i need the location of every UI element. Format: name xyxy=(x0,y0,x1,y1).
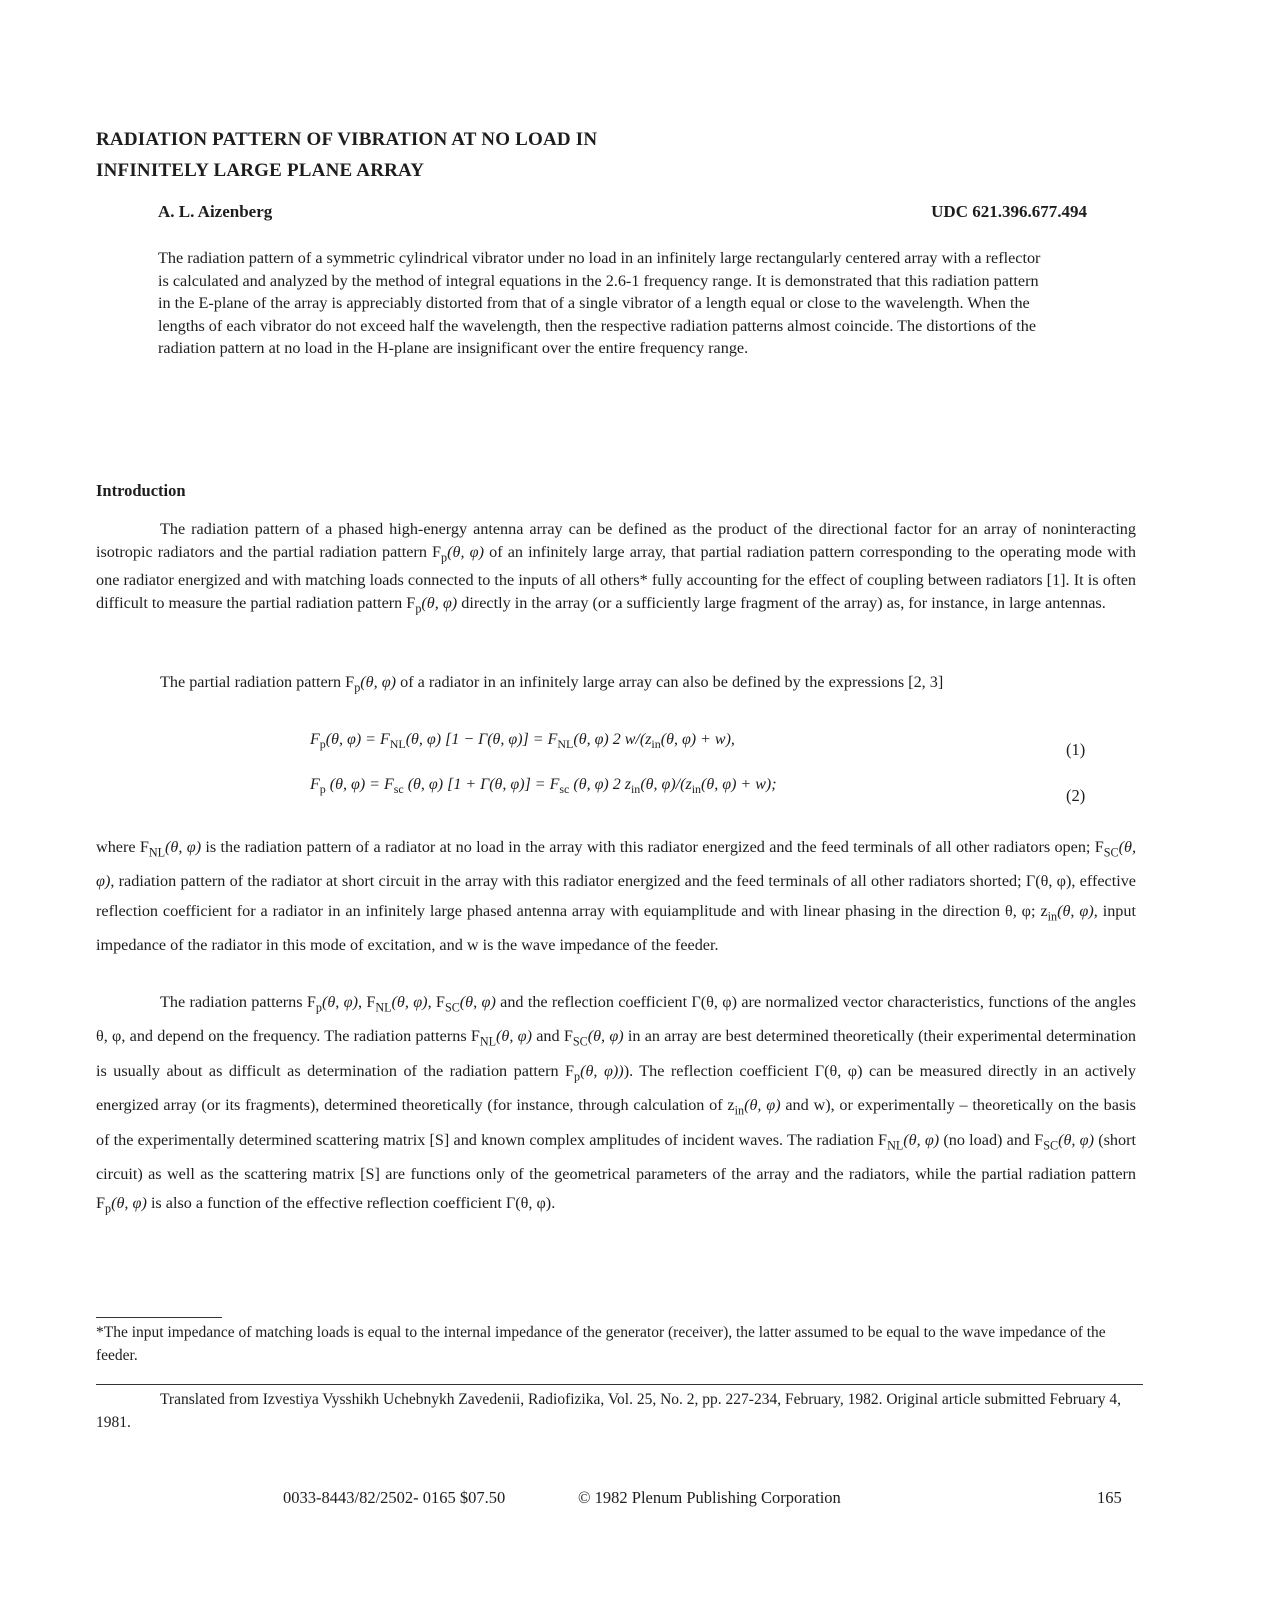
paragraph-1: The radiation pattern of a phased high-energy antenna array can be defined as the product of the directional factor for an array of noninteracting isotropic radiators and the partial radiation pattern $F_p(\theta$, φ) of an infinitely large array, that partial radiation pattern corresponding to the operating mode with one radiator energized and with matching loads connected to the inputs of all others* fully accounting for the effect of coupling between radiators [1]. It is often difficult to measure the partial radiation pattern $F_p(\theta$, φ) directly in the array (or a sufficiently large fragment of the array) as, for instance, in large antennas. xyxy=(96,520,1136,616)
equation-1: $F_p(\theta$, $\varphi) = F_{NL}(\theta$, φ) [1 − Γ(θ, $\varphi)] = F_{NL}(\theta$, φ) 2 $w/(z_{in}(\theta$, φ) + w), xyxy=(310,731,735,752)
paragraph-4: The radiation patterns $F_p(\theta$, φ), $F_{NL}(\theta$, φ), $F_{SC}(\theta$, φ) and the reflection coefficient Γ(θ, φ) are normalized vector characteristics, functions of the angles θ, φ, and depend on the frequency. The radiation patterns $F_{NL}(\theta$, φ) and $F_{SC}(\theta$, φ) in an array are best determined theoretically (their experimental determination is usually about as difficult as determination of the radiation pattern $F_p(\theta$, φ))). The reflection coefficient Γ(θ, φ) can be measured directly in an actively energized array (or its fragments), determined theoretically (for instance, through calculation of $z_{in}(\theta$, φ) and w), or experimentally – theoretically on the basis of the experimentally determined scattering matrix [S] and known complex amplitudes of incident waves. The radiation $F_{NL}(\theta$, φ) (no load) and $F_{SC}(\theta$, φ) (short circuit) as well as the scattering matrix [S] are functions only of the geometrical parameters of the array and the radiators, while the partial radiation pattern $F_p(\theta$, φ) is also a function of the effective reflection coefficient Γ(θ, φ). xyxy=(96,993,1137,1216)
title-line-1: RADIATION PATTERN OF VIBRATION AT NO LOAD IN xyxy=(96,129,598,150)
footer-copyright: © 1982 Plenum Publishing Corporation xyxy=(578,1488,841,1507)
equation-1-number: (1) xyxy=(1066,740,1086,759)
abstract: The radiation pattern of a symmetric cylindrical vibrator under no load in an infinitely large rectangularly centered array with a reflector is calculated and analyzed by the method of integral equations in the 2.6-1 frequency range. It is demonstrated that this radiation pattern in the E-plane of the array is appreciably distorted from that of a single vibrator of a length equal or close to the wavelength. When the lengths of each vibrator do not exceed half the wavelength, then the respective radiation patterns almost coincide. The distortions of the radiation pattern at no load in the H-plane are insignificant over the entire frequency range. xyxy=(158,249,1041,358)
footnote: *The input impedance of matching loads is equal to the internal impedance of the generator (receiver), the latter assumed to be equal to the wave impedance of the feeder. xyxy=(96,1324,1106,1364)
translation-note: Translated from Izvestiya Vysshikh Uchebnykh Zavedenii, Radiofizika, Vol. 25, No. 2, pp. 227-234, February, 1982. Original article submitted February 4, 1981. xyxy=(96,1391,1121,1431)
paragraph-2: The partial radiation pattern $F_p(\theta$, φ) of a radiator in an infinitely large array can also be defined by the expressions [2, 3] xyxy=(160,673,944,695)
footer-issn-code: 0033-8443/82/2502- 0165 $07.50 xyxy=(283,1488,506,1507)
footnote-rule xyxy=(96,1317,222,1318)
translation-rule xyxy=(96,1384,1143,1385)
author-name: A. L. Aizenberg xyxy=(158,202,273,221)
page-number: 165 xyxy=(1097,1488,1122,1507)
paragraph-3: where $F_{NL}(\theta$, φ) is the radiation pattern of a radiator at no load in the array with this radiator energized and the feed terminals of all other radiators open; $F_{SC}(\theta$, φ), radiation pattern of the radiator at short circuit in the array with this radiator energized and the feed terminals of all other radiators shorted; Γ(θ, φ), effective reflection coefficient for a radiator in an infinitely large phased antenna array with equiamplitude and with linear phasing in the direction θ, φ; $z_{in}(\theta$, φ), input impedance of the radiator in this mode of excitation, and w is the wave impedance of the feeder. xyxy=(96,838,1136,955)
equation-2-number: (2) xyxy=(1066,786,1086,805)
paper-title xyxy=(96,124,796,186)
equation-2: $F_p$ (θ, $\varphi) = F_{sc}$ (θ, φ) [1 + Γ(θ, $\varphi)] = F_{sc}$ (θ, φ) 2 $z_{in}(\theta$, $\varphi)/(z_{in}(\theta$, φ) + w); xyxy=(310,776,777,797)
title-line-2: INFINITELY LARGE PLANE ARRAY xyxy=(96,160,425,181)
section-heading-introduction: Introduction xyxy=(96,481,186,500)
udc-code: UDC 621.396.677.494 xyxy=(931,202,1087,221)
